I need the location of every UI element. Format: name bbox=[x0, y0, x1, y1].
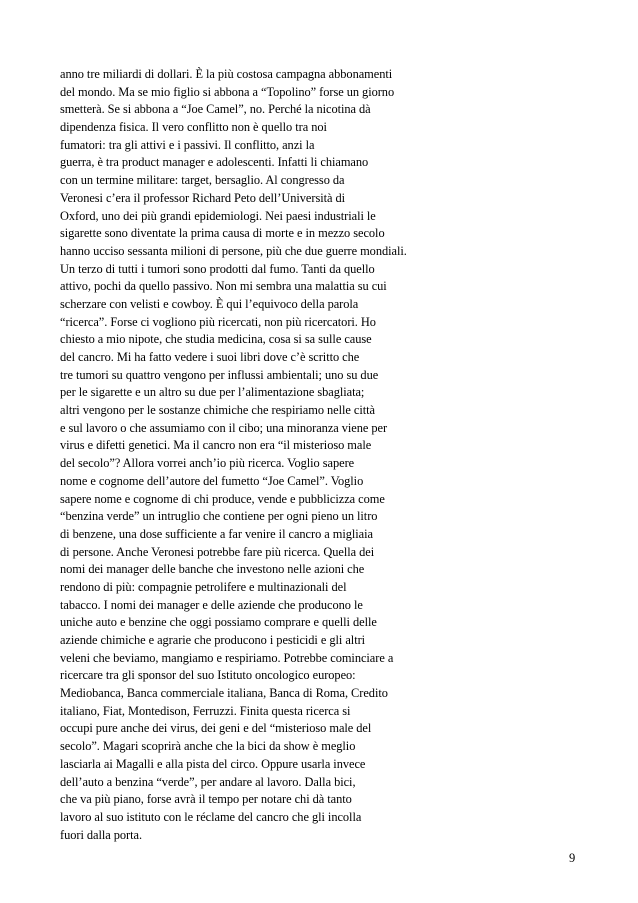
text-line: nome e cognome dell’autore del fumetto “Joe Camel”. Voglio bbox=[60, 473, 364, 488]
text-line: “benzina verde” un intruglio che contiene per ogni pieno un litro bbox=[60, 509, 378, 524]
text-line: che va più piano, forse avrà il tempo per notare chi dà tanto bbox=[60, 792, 352, 807]
text-line: smetterà. Se si abbona a “Joe Camel”, no. Perché la nicotina dà bbox=[60, 102, 371, 117]
text-line: dell’auto a benzina “verde”, per andare al lavoro. Dalla bici, bbox=[60, 774, 356, 789]
text-line: e sul lavoro o che assumiamo con il cibo; una minoranza viene per bbox=[60, 420, 388, 435]
text-line: lavoro al suo istituto con le réclame del cancro che gli incolla bbox=[60, 809, 362, 824]
text-line: sigarette sono diventate la prima causa di morte e in mezzo secolo bbox=[60, 226, 385, 241]
text-line: rendono di più: compagnie petrolifere e multinazionali del bbox=[60, 579, 347, 594]
text-line: Un terzo di tutti i tumori sono prodotti dal fumo. Tanti da quello bbox=[60, 261, 375, 276]
text-line: aziende chimiche e agrarie che producono i pesticidi e gli altri bbox=[60, 633, 366, 647]
text-line: lasciarla ai Magalli e alla pista del circo. Oppure usarla invece bbox=[60, 756, 366, 771]
text-line: di persone. Anche Veronesi potrebbe fare più ricerca. Quella dei bbox=[60, 544, 375, 559]
text-line: per le sigarette e un altro su due per l’alimentazione sbagliata; bbox=[60, 385, 365, 400]
text-line: con un termine militare: target, bersaglio. Al congresso da bbox=[60, 173, 345, 188]
text-line: hanno ucciso sessanta milioni di persone, più che due guerre mondiali. bbox=[60, 243, 407, 258]
text-line: “ricerca”. Forse ci vogliono più ricercati, non più ricercatori. Ho bbox=[60, 314, 376, 329]
text-line: del mondo. Ma se mio figlio si abbona a “Topolino” forse un giorno bbox=[60, 84, 395, 99]
text-line: guerra, è tra product manager e adolescenti. Infatti li chiamano bbox=[60, 155, 369, 170]
text-line: Mediobanca, Banca commerciale italiana, Banca di Roma, Credito bbox=[60, 686, 388, 701]
text-line: di benzene, una dose sufficiente a far venire il cancro a migliaia bbox=[60, 526, 373, 541]
text-line: fuori dalla porta. bbox=[60, 827, 143, 842]
text-line: ricercare tra gli sponsor del suo Istituto oncologico europeo: bbox=[60, 668, 356, 683]
text-line: Veronesi c’era il professor Richard Peto dell’Università di bbox=[60, 190, 346, 205]
text-line: attivo, pochi da quello passivo. Non mi sembra una malattia su cui bbox=[60, 279, 387, 294]
text-line: altri vengono per le sostanze chimiche che respiriamo nelle città bbox=[60, 403, 375, 418]
text-line: fumatori: tra gli attivi e i passivi. Il conflitto, anzi la bbox=[60, 137, 315, 152]
page-number: 9 bbox=[569, 851, 576, 865]
text-line: anno tre miliardi di dollari. È la più costosa campagna abbonamenti bbox=[60, 67, 393, 81]
text-line: chiesto a mio nipote, che studia medicina, cosa si sa sulle cause bbox=[60, 332, 372, 347]
text-line: veleni che beviamo, mangiamo e respiriamo. Potrebbe cominciare a bbox=[60, 650, 394, 665]
text-line: nomi dei manager delle banche che investono nelle azioni che bbox=[60, 562, 365, 577]
text-line: del cancro. Mi ha fatto vedere i suoi libri dove c’è scritto che bbox=[60, 350, 360, 364]
text-line: italiano, Fiat, Montedison, Ferruzzi. Finita questa ricerca si bbox=[60, 703, 351, 718]
text-line: virus e difetti genetici. Ma il cancro non era “il misterioso male bbox=[60, 438, 372, 453]
text-line: sapere nome e cognome di chi produce, vende e pubblicizza come bbox=[60, 491, 385, 506]
text-line: del secolo”? Allora vorrei anch’io più ricerca. Voglio sapere bbox=[60, 456, 355, 471]
text-line: Oxford, uno dei più grandi epidemiologi. Nei paesi industriali le bbox=[60, 208, 376, 223]
text-line: tre tumori su quattro vengono per influssi ambientali; uno su due bbox=[60, 367, 379, 382]
text-line: uniche auto e benzine che oggi possiamo comprare e quelli delle bbox=[60, 615, 377, 630]
text-line: dipendenza fisica. Il vero conflitto non è quello tra noi bbox=[60, 120, 327, 135]
text-line: tabacco. I nomi dei manager e delle aziende che producono le bbox=[60, 597, 363, 612]
text-line: secolo”. Magari scoprirà anche che la bici da show è meglio bbox=[60, 739, 356, 754]
text-line: scherzare con velisti e cowboy. È qui l’equivoco della parola bbox=[60, 296, 359, 311]
body-text bbox=[60, 66, 440, 844]
text-line: occupi pure anche dei virus, dei geni e del “misterioso male del bbox=[60, 721, 372, 736]
